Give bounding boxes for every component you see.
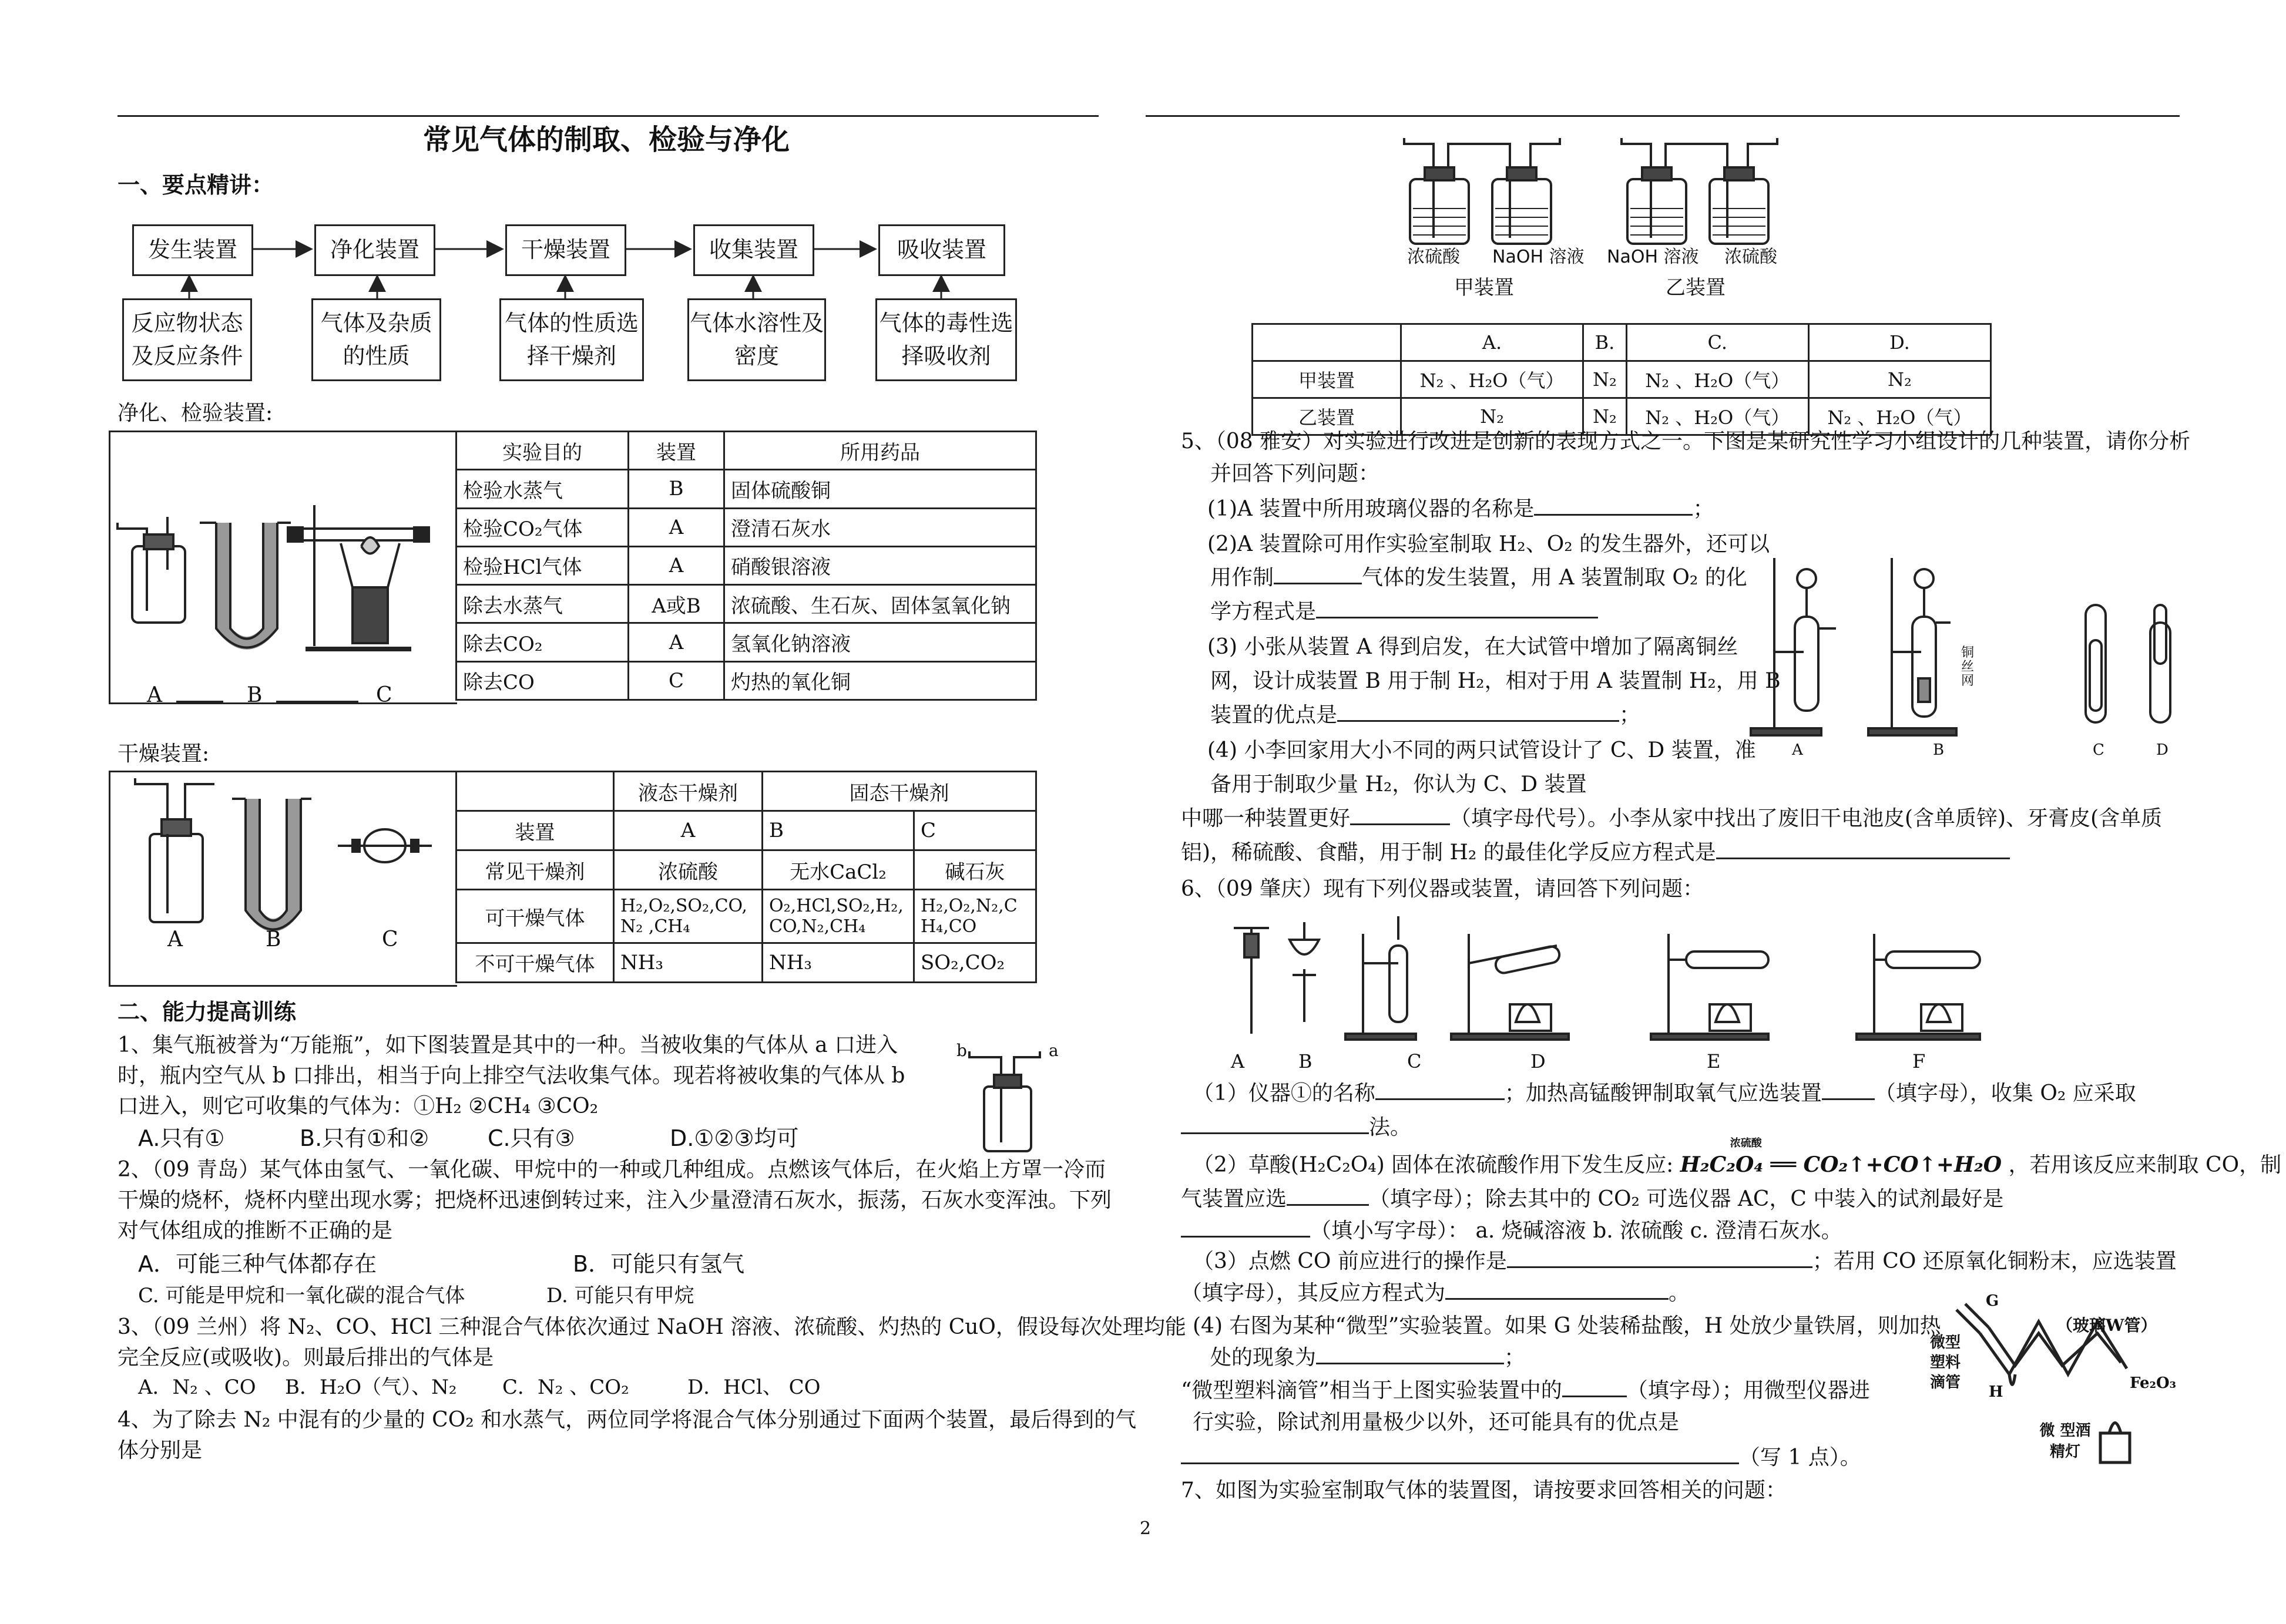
q5-line-10: (4) 小李回家用大小不同的两只试管设计了 C、D 装置，准 — [1207, 738, 1756, 762]
dry-cell: SO₂,CO₂ — [914, 943, 1036, 982]
purify-th-3: 所用药品 — [724, 432, 1036, 470]
flow-box-3: 干燥装置 — [505, 224, 626, 276]
q5-fig-label-d: D — [2156, 741, 2168, 759]
top-rule-right — [1146, 115, 2180, 117]
q6-line-2 — [1193, 1081, 2136, 1106]
answer-cell: N₂ 、H₂O（气） — [1626, 398, 1808, 435]
micro-label-g: G — [1986, 1292, 1999, 1310]
micro-label-lamp: 微 型酒精灯 — [2039, 1422, 2091, 1461]
q6-p3a: （3）点燃 CO 前应进行的操作是 — [1193, 1249, 1507, 1273]
q1-line-2: 时，瓶内空气从 b 口排出，相当于向上排空气法收集气体。现若将被收集的气体从 b — [118, 1064, 905, 1088]
answer-cell: N₂ — [1583, 398, 1627, 435]
purify-label-c: C — [376, 683, 392, 707]
q5-blank-2[interactable] — [1274, 583, 1362, 584]
purify-cell: 除去水蒸气 — [456, 585, 629, 623]
answer-cell: 乙装置 — [1253, 398, 1401, 435]
answer-table — [1251, 323, 1992, 436]
purify-cell: A — [629, 546, 724, 584]
q6-line-10: 处的现象为 ； — [1210, 1346, 1526, 1370]
q6-fig-label-d: D — [1530, 1050, 1546, 1072]
dry-label-c: C — [382, 927, 398, 951]
q6-equation: H₂C₂O₄ ══ CO₂↑+CO↑+H₂O — [1680, 1152, 2002, 1177]
answer-th: A. — [1401, 324, 1583, 361]
q5-line-9: 装置的优点是 ； — [1210, 703, 1641, 727]
dry-label-a: A — [167, 927, 183, 951]
q5-line-1: 5、（08 雅安）对实验进行改进是创新的表现方式之一。下图是某研究性学习小组设计的几种装置，请你分析 — [1181, 429, 2191, 453]
q5-p2a-text: 用作制 — [1210, 566, 1274, 590]
q1-line-1: 1、集气瓶被誉为“万能瓶”，如下图装置是其中的一种。当被收集的气体从 a 口进入 — [118, 1033, 898, 1057]
purify-th-1: 实验目的 — [456, 432, 629, 470]
q6-apparatus-figure — [1204, 910, 2144, 1045]
flow-note-2: 气体及杂质的性质 — [311, 298, 441, 381]
q2-line-1: 2、（09 青岛）某气体由氢气、一氧化碳、甲烷中的一种或几种组成。点燃该气体后，在火焰上方罩一冷而 — [118, 1158, 1106, 1182]
micro-label-dropper: 微型塑料滴管 — [1930, 1334, 1961, 1391]
q5-p4b-text: （填字母代号）。小李从家中找出了废旧干电池皮(含单质锌)、牙膏皮(含单质 — [1450, 806, 2163, 831]
answer-th — [1253, 324, 1401, 361]
q6-line-12: 行实验，除试剂用量极少以外，还可能具有的优点是 — [1193, 1410, 1680, 1434]
wash-label-1: 浓硫酸 — [1407, 247, 1460, 267]
q6-blank-10[interactable] — [1181, 1462, 1739, 1464]
purify-cell: 除去CO — [456, 661, 629, 700]
answer-cell: N₂ — [1401, 398, 1583, 435]
dry-cell: B — [763, 811, 914, 850]
q6-fig-label-e: E — [1707, 1050, 1721, 1072]
q6-p1a: （1）仪器①的名称 — [1193, 1081, 1375, 1105]
q6-line-6 — [1181, 1218, 1842, 1243]
flow-box-4: 收集装置 — [693, 224, 814, 276]
q6-blank-3[interactable] — [1181, 1132, 1369, 1134]
dry-cell: A — [614, 811, 763, 850]
q3-option-d: D．HCl、 CO — [687, 1376, 821, 1399]
q5-p2b-text: 气体的发生装置，用 A 装置制取 O₂ 的化 — [1362, 566, 1747, 590]
purify-cell: 硝酸银溶液 — [724, 546, 1036, 584]
q6-line-13 — [1181, 1445, 1861, 1470]
purify-cell: 检验CO₂气体 — [456, 508, 629, 546]
q6-p4a: 处的现象为 — [1210, 1346, 1317, 1370]
purify-cell: B — [629, 470, 724, 508]
flow-note-1: 反应物状态及反应条件 — [122, 298, 252, 381]
wash-label-4: 浓硫酸 — [1724, 247, 1777, 267]
q1-bottle-label-a: a — [1049, 1041, 1059, 1060]
dry-cell: C — [914, 811, 1036, 850]
purify-cell: 固体硫酸铜 — [724, 470, 1036, 508]
purify-cell: 浓硫酸、生石灰、固体氢氧化钠 — [724, 585, 1036, 623]
wash-name-yi: 乙装置 — [1666, 276, 1726, 300]
q5-line-6 — [1210, 599, 1598, 624]
q5-fig-label-a: A — [1792, 741, 1803, 759]
q5-fig-label-c: C — [2093, 741, 2104, 759]
dry-cell: 常见干燥剂 — [456, 850, 614, 890]
dry-group-solid: 固态干燥剂 — [763, 772, 1036, 811]
flow-box-2: 净化装置 — [314, 224, 435, 276]
wash-label-3: NaOH 溶液 — [1607, 247, 1699, 267]
answer-cell: N₂ 、H₂O（气） — [1401, 361, 1583, 398]
q6-p1b: ；加热高锰酸钾制取氧气应选装置 — [1504, 1081, 1822, 1105]
answer-cell: N₂ — [1583, 361, 1627, 398]
answer-cell: N₂ 、H₂O（气） — [1626, 361, 1808, 398]
q5-blank-6[interactable] — [1716, 858, 2010, 859]
q6-p2c: 气装置应选 — [1181, 1187, 1287, 1211]
q5-blank-5[interactable] — [1350, 823, 1450, 825]
purify-label-b: B — [247, 683, 263, 707]
q3-option-b: B．H₂O（气）、N₂ — [285, 1376, 457, 1399]
q5-blank-1[interactable] — [1534, 514, 1693, 516]
dry-cell: NH₃ — [763, 943, 914, 982]
q5-p3-text: 装置的优点是 — [1210, 703, 1338, 727]
q6-p4c: （填字母）；用微型仪器进 — [1626, 1378, 1870, 1403]
q5-line-3: (1)A 装置中所用玻璃仪器的名称是 ； — [1207, 497, 1714, 521]
q2-line-3: 对气体组成的推断不正确的是 — [118, 1219, 393, 1243]
wash-name-jia: 甲装置 — [1454, 276, 1514, 300]
answer-cell: 甲装置 — [1253, 361, 1401, 398]
purify-cell: A或B — [629, 585, 724, 623]
q5-blank-4[interactable] — [1337, 720, 1619, 722]
q3-line-1: 3、（09 兰州）将 N₂、CO、HCl 三种混合气体依次通过 NaOH 溶液、浓硫酸、灼热的 CuO，假设每次处理均能 — [118, 1315, 1186, 1339]
q6-fig-label-a: A — [1231, 1050, 1245, 1072]
q5-line-4: (2)A 装置除可用作实验室制取 H₂、O₂ 的发生器外，还可以 — [1207, 532, 1770, 556]
purify-heading: 净化、检验装置: — [118, 401, 273, 425]
purify-label-a: A — [147, 683, 162, 707]
micro-label-tube: （玻璃W管） — [2056, 1316, 2157, 1335]
q2-option-d: D. 可能只有甲烷 — [546, 1284, 694, 1307]
q6-p2d: （填字母）；除去其中的 CO₂ 可选仪器 AC，C 中装入的试剂最好是 — [1369, 1187, 2004, 1211]
flow-arrows — [0, 0, 1058, 305]
purify-th-2: 装置 — [629, 432, 724, 470]
dry-cell: O₂,HCl,SO₂,H₂,CO,N₂,CH₄ — [763, 890, 914, 943]
q6-blank-6[interactable] — [1507, 1266, 1812, 1268]
q6-p2a: （2）草酸(H₂C₂O₄) 固体在浓硫酸作用下发生反应: — [1193, 1153, 1674, 1177]
purify-cell: A — [629, 623, 724, 661]
q6-p2e: （填小写字母）： a. 烧碱溶液 b. 浓硫酸 c. 澄清石灰水。 — [1310, 1219, 1842, 1243]
dry-cell: 碱石灰 — [914, 850, 1036, 890]
q6-p4d: （写 1 点）。 — [1739, 1445, 1861, 1470]
dry-cell: 不可干燥气体 — [456, 943, 614, 982]
q4-line-1: 4、为了除去 N₂ 中混有的少量的 CO₂ 和水蒸气，两位同学将混合气体分别通过下面两个装置，最后得到的气 — [118, 1408, 1137, 1432]
q5-p4a-text: 中哪一种装置更好 — [1181, 806, 1351, 831]
answer-cell: N₂ 、H₂O（气） — [1808, 398, 1990, 435]
q6-p2b: ，若用该反应来制取 CO，制 — [2008, 1153, 2282, 1177]
q2-line-2: 干燥的烧杯，烧杯内壁出现水雾；把烧杯迅速倒转过来，注入少量澄清石灰水，振荡，石灰水变浑浊。下列 — [118, 1188, 1112, 1212]
dry-cell: H₂,O₂,N₂,CH₄,CO — [914, 890, 1036, 943]
purify-label-a-underline — [176, 701, 223, 702]
q6-p1d: 法。 — [1369, 1115, 1412, 1139]
dry-cell: 可干燥气体 — [456, 890, 614, 943]
q1-line-3: 口进入，则它可收集的气体为：①H₂ ②CH₄ ③CO₂ — [118, 1094, 599, 1118]
section2-heading: 二、能力提高训练 — [118, 998, 297, 1025]
purify-apparatus-figure — [112, 435, 458, 699]
purify-cell: 检验水蒸气 — [456, 470, 629, 508]
purify-cell: 灼热的氧化铜 — [724, 661, 1036, 700]
dry-cell: 无水CaCl₂ — [763, 850, 914, 890]
q6-p3b: ；若用 CO 还原氧化铜粉末，应选装置 — [1812, 1249, 2177, 1273]
q6-blank-7[interactable] — [1445, 1298, 1669, 1300]
purify-cell: 澄清石灰水 — [724, 508, 1036, 546]
q2-option-b: B．可能只有氢气 — [573, 1251, 745, 1277]
q5-p2c-text: 学方程式是 — [1210, 600, 1317, 624]
page-number: 2 — [1140, 1518, 1152, 1539]
q6-line-5 — [1181, 1186, 2003, 1212]
q5-blank-3[interactable] — [1316, 617, 1598, 618]
q6-line-4 — [1193, 1137, 2282, 1178]
dry-cell: NH₃ — [614, 943, 763, 982]
q5-line-11: 备用于制取少量 H₂，你认为 C、D 装置 — [1210, 772, 1587, 796]
purify-cell: C — [629, 661, 724, 700]
q5-line-2: 并回答下列问题： — [1210, 462, 1380, 486]
flow-note-4: 气体水溶性及密度 — [687, 298, 826, 381]
q6-equation-condition: 浓硫酸 — [1730, 1137, 1762, 1149]
q6-equation-wrap — [1680, 1137, 2002, 1178]
answer-th: B. — [1583, 324, 1627, 361]
dry-group-liquid: 液态干燥剂 — [614, 772, 763, 811]
purify-cell: 检验HCl气体 — [456, 546, 629, 584]
q5-line-8: 网，设计成装置 B 用于制 H₂，相对于用 A 装置制 H₂，用 B — [1210, 669, 1781, 693]
wash-label-2: NaOH 溶液 — [1492, 247, 1585, 267]
wash-bottles-figure — [1398, 120, 1804, 255]
purify-cell: 氢氧化钠溶液 — [724, 623, 1036, 661]
dry-cell: 装置 — [456, 811, 614, 850]
q3-line-2: 完全反应(或吸收)。则最后排出的气体是 — [118, 1346, 494, 1370]
flow-box-5: 吸收装置 — [878, 224, 1005, 276]
q6-line-1: 6、（09 肇庆）现有下列仪器或装置，请回答下列问题： — [1181, 877, 1704, 901]
flow-box-1: 发生装置 — [132, 224, 253, 276]
q4-line-2: 体分别是 — [118, 1438, 203, 1462]
q6-line-8: （填字母），其反应方程式为 。 — [1181, 1281, 1690, 1305]
q5-line-12 — [1181, 806, 2162, 831]
q1-bottle-label-b: b — [956, 1041, 967, 1060]
q6-p4b: “微型塑料滴管”相当于上图实验装置中的 — [1181, 1378, 1562, 1403]
q6-blank-9[interactable] — [1562, 1396, 1627, 1397]
q5-line-7: (3) 小张从装置 A 得到启发，在大试管中增加了隔离铜丝 — [1207, 635, 1738, 659]
q6-blank-4[interactable] — [1287, 1204, 1369, 1206]
q6-line-11 — [1181, 1378, 1870, 1403]
dry-cell: 浓硫酸 — [614, 850, 763, 890]
q6-blank-8[interactable] — [1316, 1363, 1504, 1364]
q3-option-c: C．N₂ 、CO₂ — [502, 1376, 629, 1399]
purify-cell: A — [629, 508, 724, 546]
q5-line-5 — [1210, 565, 1747, 590]
page-title: 常见气体的制取、检验与净化 — [423, 123, 790, 156]
q6-line-3 — [1181, 1115, 1411, 1140]
q6-blank-5[interactable] — [1181, 1236, 1310, 1238]
q6-line-7 — [1193, 1249, 2177, 1274]
q7-line: 7、如图为实验室制取气体的装置图，请按要求回答相关的问题： — [1181, 1478, 1787, 1502]
dry-table — [455, 771, 1037, 983]
purify-cell: 除去CO₂ — [456, 623, 629, 661]
flow-note-5: 气体的毒性选择吸收剂 — [875, 298, 1017, 381]
flow-note-3: 气体的性质选择干燥剂 — [499, 298, 644, 381]
q6-line-9: (4) 右图为某种“微型”实验装置。如果 G 处装稀盐酸，H 处放少量铁屑，则加热 — [1193, 1314, 1941, 1338]
dry-apparatus-figure — [112, 775, 458, 951]
answer-th: D. — [1808, 324, 1990, 361]
q1-option-d: D.①②③均可 — [670, 1125, 799, 1151]
dry-heading: 干燥装置: — [118, 742, 210, 766]
dry-corner — [456, 772, 614, 811]
answer-th: C. — [1626, 324, 1808, 361]
q6-blank-1[interactable] — [1375, 1098, 1505, 1100]
answer-cell: N₂ — [1808, 361, 1990, 398]
q1-gas-bottle-figure — [952, 1045, 1069, 1157]
q5-line-13 — [1181, 840, 2010, 865]
q5-fig-label-b: B — [1933, 741, 1945, 759]
purify-label-b-underline — [276, 701, 358, 702]
q6-p1c: （填字母），收集 O₂ 应采取 — [1874, 1081, 2136, 1105]
q6-blank-2[interactable] — [1822, 1098, 1875, 1100]
q6-p3c: （填字母），其反应方程式为 — [1181, 1281, 1446, 1305]
purify-table — [455, 431, 1037, 701]
q1-option-a: A.只有① — [138, 1125, 225, 1151]
q2-option-a: A．可能三种气体都存在 — [138, 1251, 377, 1277]
dry-label-b: B — [266, 927, 281, 951]
q5-p4c-text: 铝)，稀硫酸、食醋，用于制 H₂ 的最佳化学反应方程式是 — [1181, 840, 1716, 865]
q1-option-c: C.只有③ — [488, 1125, 575, 1151]
q2-option-c: C. 可能是甲烷和一氧化碳的混合气体 — [138, 1284, 465, 1307]
micro-label-h: H — [1989, 1383, 2003, 1401]
q1-option-b: B.只有①和② — [300, 1125, 429, 1151]
q6-fig-label-c: C — [1407, 1050, 1422, 1072]
dry-cell: H₂,O₂,SO₂,CO,N₂ ,CH₄ — [614, 890, 763, 943]
q3-option-a: A．N₂ 、CO — [138, 1376, 256, 1399]
section1-heading: 一、要点精讲： — [118, 172, 274, 198]
micro-label-fe2o3: Fe₂O₃ — [2130, 1374, 2177, 1392]
q5-copper-label: 铜丝网 — [1961, 645, 1975, 689]
q5-p1-text: (1)A 装置中所用玻璃仪器的名称是 — [1207, 497, 1535, 521]
q6-fig-label-b: B — [1298, 1050, 1312, 1072]
q6-fig-label-f: F — [1912, 1050, 1926, 1072]
